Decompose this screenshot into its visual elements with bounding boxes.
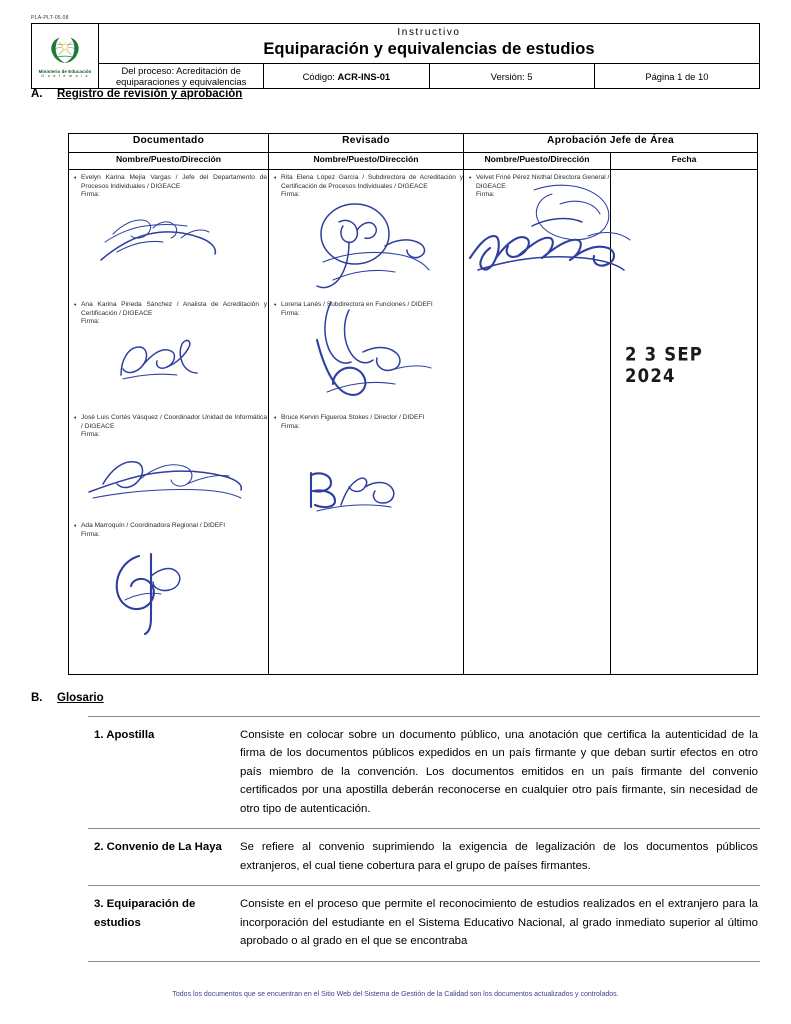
glossary-definition: Consiste en colocar sobre un documento público, una anotación que certifica la autenticidad de la firma de los documentos públicos expedidos en un país firmante y que deban surtir efectos en otro país miembro de la convención. Los documentos emitidos en un país firmante del convenio certificados por una apostilla deberán reconocerse en cualquier otro país firmante, sin necesidad de otro tipo de autenticación.: [240, 729, 758, 815]
glossary-term: [88, 838, 240, 875]
documentado-column: [69, 170, 269, 675]
glossary-row: [88, 829, 760, 885]
glossary-definition: Consiste en el proceso que permite el reconocimiento de estudios realizados en el extranjero para la incorporación del estudiante en el Sistema Educativo Nacional, al grado inmediato superior al último aprobado o al grado en el que se encontraba: [240, 898, 758, 948]
signature-bruce-figueroa: [297, 465, 417, 515]
section-b-heading: [31, 692, 104, 704]
glossary-definition: Se refiere al convenio suprimiendo la exigencia de legalización de los documentos públicos extranjeros, el cual tiene cobertura para el grupo de países firmantes.: [240, 841, 758, 872]
documentado-entry-3: [74, 414, 267, 440]
aprobacion-entry-1-text: • Velvet Friné Pérez Nisthal Directora General / DIGEACE: [476, 174, 610, 190]
col-header-aprobacion: Aprobación Jefe de Área: [464, 134, 758, 153]
page-footer-note: Todos los documentos que se encuentran en el Sitio Web del Sistema de Gestión de la Calidad son los documentos actualizados y controlados.: [172, 991, 619, 998]
ministry-logo-cell: [32, 24, 99, 89]
col-sub-aprobacion: Nombre/Puesto/Dirección: [464, 153, 611, 170]
glossary-term: [88, 726, 240, 818]
document-code-cell: [264, 64, 429, 89]
document-title-cell: [99, 24, 760, 64]
revisado-entry-3: [274, 414, 463, 431]
code-value: ACR-INS-01: [337, 70, 391, 82]
section-a-heading: [31, 88, 242, 100]
documentado-entry-4: [74, 522, 267, 539]
col-sub-revisado: Nombre/Puesto/Dirección: [269, 153, 464, 170]
col-sub-documentado: Nombre/Puesto/Dirección: [69, 153, 269, 170]
document-header-table: [31, 23, 760, 89]
revisado-entry-2-firma: Firma:: [281, 309, 300, 317]
documentado-entry-3-firma: Firma:: [81, 431, 100, 439]
col-sub-fecha: Fecha: [611, 153, 758, 170]
signature-rita-lopez: [299, 192, 449, 302]
section-a-label: Registro de revisión y aprobación: [57, 88, 243, 100]
document-type-label: Instructivo: [397, 27, 461, 38]
ministry-name-line2: G u a t e m a l a: [41, 73, 89, 78]
documentado-entry-1-firma: Firma:: [81, 191, 100, 199]
glossary-term-number: 2.: [94, 841, 104, 854]
col-header-revisado: Revisado: [269, 134, 464, 153]
section-a-letter: A.: [31, 88, 43, 100]
code-key: Código:: [302, 70, 335, 82]
version-cell: Versión: 5: [429, 64, 594, 89]
aprobacion-column: [464, 170, 611, 675]
glossary-term-label: Equiparación de estudios: [94, 898, 196, 929]
glossary-term-number: 3.: [94, 898, 104, 911]
revisado-entry-2-text: • Lorena Lanés / Subdirectora en Funciones / DIDEFI: [281, 301, 433, 308]
glossary-row: [88, 717, 760, 828]
guatemala-emblem-icon: [45, 35, 85, 69]
ministry-name-line1: Ministerio de Educación: [38, 68, 92, 74]
section-b-letter: B.: [31, 692, 43, 704]
documentado-entry-1: [74, 174, 267, 200]
revisado-entry-1: [274, 174, 463, 200]
signature-evelyn-mejia: [97, 208, 247, 270]
documentado-entry-2: [74, 301, 267, 327]
approval-record-table: [68, 133, 758, 675]
signature-ana-pineda: [111, 335, 221, 391]
document-code-label: PLA-PLT-05.08: [31, 15, 69, 21]
documentado-entry-1-text: • Evelyn Karina Mejía Vargas / Jefe del Departamento de Procesos Individuales / DIGEACE: [81, 174, 267, 190]
glossary-term: [88, 895, 240, 950]
fecha-column: [611, 170, 758, 675]
aprobacion-entry-1-firma: Firma:: [476, 191, 495, 199]
signature-jose-cortes: [83, 448, 253, 508]
approval-date-stamp: 2 3 SEP 2024: [625, 343, 704, 387]
documentado-entry-2-text: • Ana Karina Pineda Sánchez / Analista de Acreditación y Certificación / DIGEACE: [81, 301, 267, 317]
documentado-entry-3-text: • José Luis Cortés Vásquez / Coordinador Unidad de Informática / DIGEACE: [81, 414, 267, 430]
documentado-entry-2-firma: Firma:: [81, 318, 100, 326]
revisado-entry-3-firma: Firma:: [281, 422, 300, 430]
page-number-cell: Página 1 de 10: [594, 64, 759, 89]
glossary-term-number: 1.: [94, 729, 104, 741]
signature-ada-marroquin: [105, 546, 215, 636]
glossary-term-label: Apostilla: [106, 729, 155, 741]
revisado-entry-1-firma: Firma:: [281, 191, 300, 199]
col-header-documentado: Documentado: [69, 134, 269, 153]
section-b-label: Glosario: [57, 692, 104, 704]
documentado-entry-4-text: • Ada Marroquín / Coordinadora Regional / DIDEFI: [81, 522, 226, 529]
glossary-row: [88, 886, 760, 960]
revisado-entry-1-text: • Rita Elena López García / Subdirectora de Acreditación y Certificación de Procesos Individuales / DIGEACE: [281, 174, 463, 190]
documentado-entry-4-firma: Firma:: [81, 530, 100, 538]
revisado-entry-3-text: • Bruce Kervin Figueroa Stokes / Director / DIDEFI: [281, 414, 425, 421]
document-title: Equiparación y equivalencias de estudios: [263, 40, 595, 58]
process-label: Del proceso: Acreditación de equiparaciones y equivalencias: [99, 64, 264, 89]
glossary-divider: [88, 961, 760, 962]
glossary-term-label: Convenio de La Haya: [106, 841, 222, 854]
glossary-table: [88, 716, 760, 962]
revisado-entry-2: [274, 301, 463, 318]
revisado-column: [269, 170, 464, 675]
